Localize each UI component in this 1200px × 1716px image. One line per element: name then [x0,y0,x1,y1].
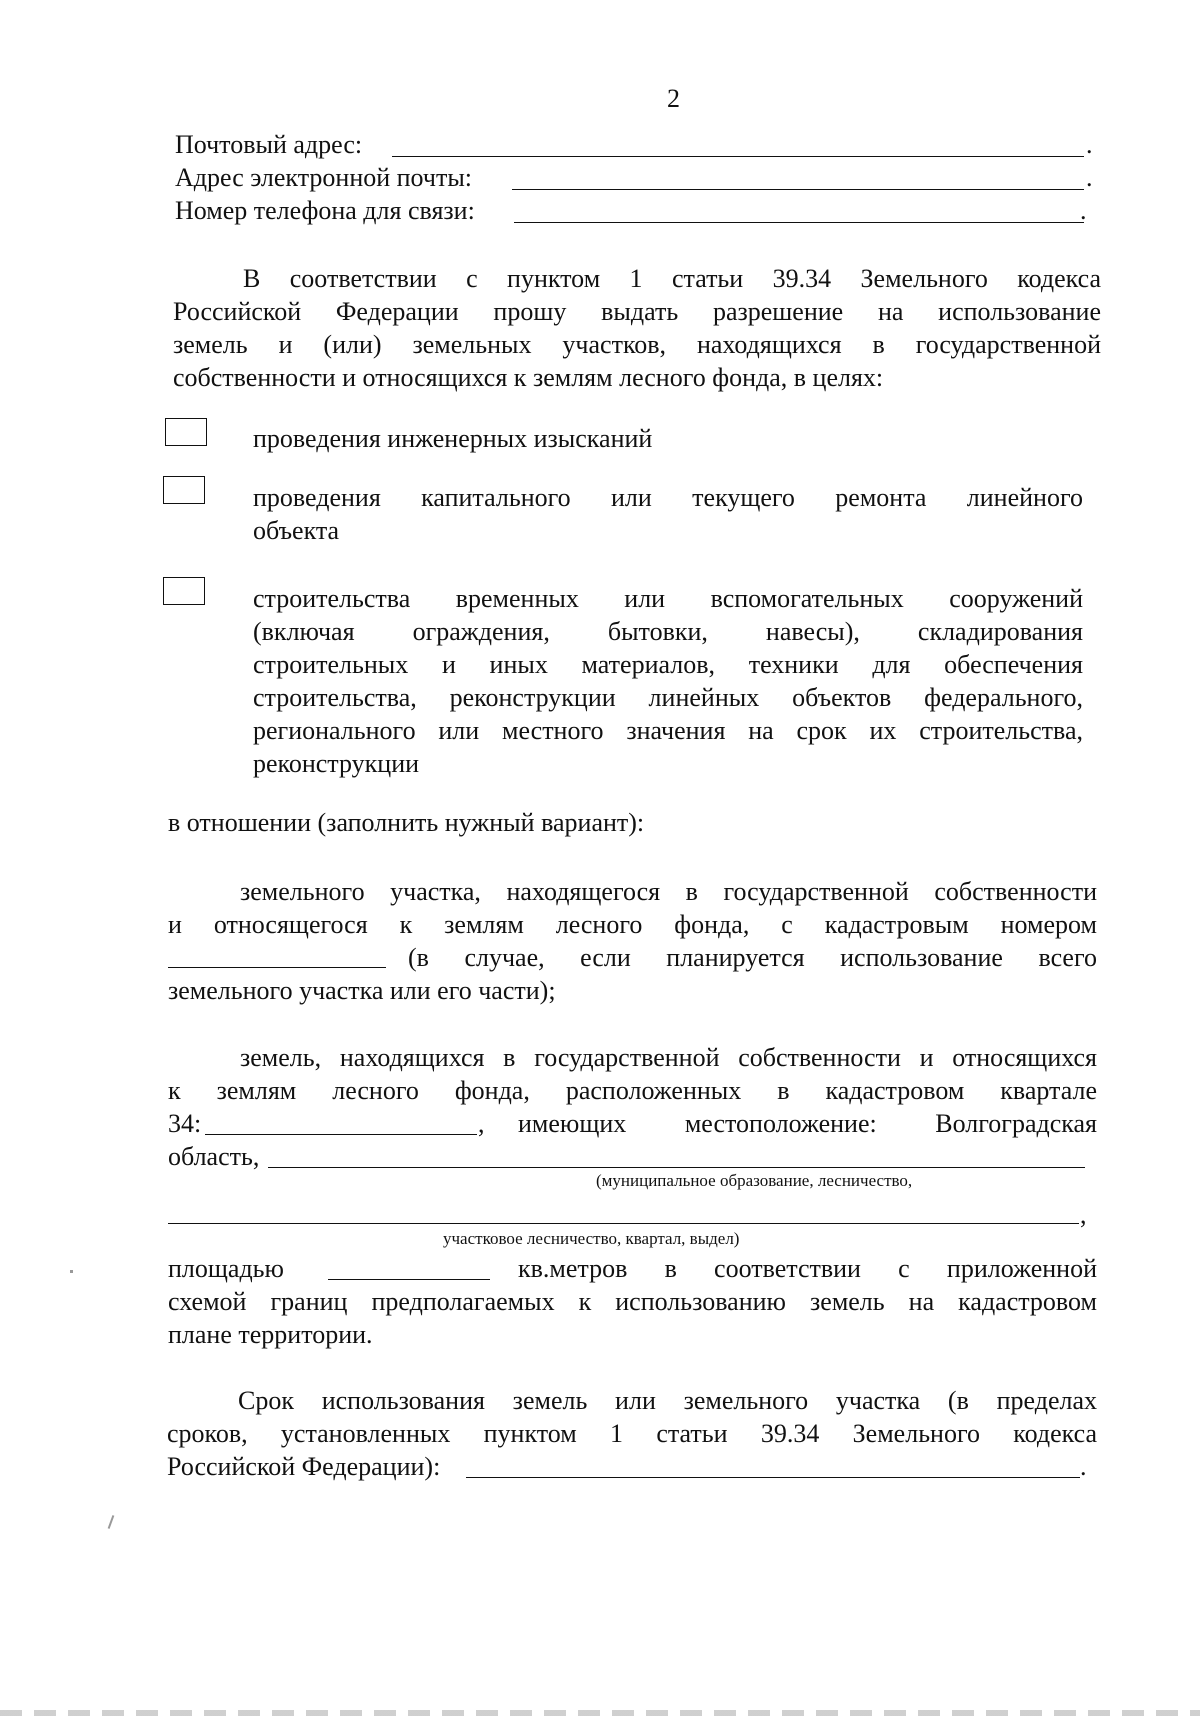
cadastral-quarter-field[interactable] [205,1134,477,1135]
location-hint-2: участковое лесничество, квартал, выдел) [443,1229,740,1248]
term-period: . [1080,1452,1087,1481]
region-prefix: область, [168,1142,260,1171]
option-3-line-2: (включая ограждения, бытовки, навесы), складирования [253,617,1083,646]
email-period: . [1086,163,1093,192]
option-1-text: проведения инженерных изысканий [253,424,653,453]
term-field[interactable] [466,1477,1080,1478]
variant1-line-1: земельного участка, находящегося в государственной собственности [240,877,1097,906]
phone-label: Номер телефона для связи: [175,196,475,225]
option-2-line-1: проведения капитального или текущего ремонта линейного [253,483,1083,512]
option-1-checkbox[interactable] [165,418,207,446]
postal-address-period: . [1086,130,1093,159]
location-field-2[interactable] [168,1223,1079,1224]
option-3-line-1: строительства временных или вспомогательных сооружений [253,584,1083,613]
variant1-line-4: земельного участка или его части); [168,976,556,1005]
email-field[interactable] [512,189,1084,190]
variant2-line-2: к землям лесного фонда, расположенных в кадастровом квартале [168,1076,1097,1105]
variant2-line-1: земель, находящихся в государственной собственности и относящихся [240,1043,1097,1072]
variant2-line-3: имеющих местоположение: Волгоградская [518,1109,1097,1138]
phone-period: . [1080,196,1087,225]
variant1-line-2: и относящегося к землям лесного фонда, с кадастровым номером [168,910,1097,939]
scan-mark-1 [70,1270,73,1273]
option-2-checkbox[interactable] [163,476,205,504]
relation-label: в отношении (заполнить нужный вариант): [168,808,645,837]
option-3-checkbox[interactable] [163,577,205,605]
intro-line-2: Российской Федерации прошу выдать разрешение на использование [173,297,1101,326]
term-line-2: сроков, установленных пунктом 1 статьи 39.34 Земельного кодекса [167,1419,1097,1448]
term-line-1: Срок использования земель или земельного участка (в пределах [238,1386,1097,1415]
postal-address-label: Почтовый адрес: [175,130,363,159]
variant2-line-7: плане территории. [168,1320,373,1349]
intro-line-1: В соответствии с пунктом 1 статьи 39.34 Земельного кодекса [243,264,1101,293]
email-label: Адрес электронной почты: [175,163,473,192]
variant2-line-6: схемой границ предполагаемых к использованию земель на кадастровом [168,1287,1097,1316]
location-field-1[interactable] [268,1167,1085,1168]
option-3-line-6: реконструкции [253,749,420,778]
option-3-line-5: регионального или местного значения на срок их строительства, [253,716,1083,745]
option-2-line-2: объекта [253,516,340,545]
term-line-3: Российской Федерации): [167,1452,441,1481]
variant2-line-5: кв.метров в соответствии с приложенной [518,1254,1097,1283]
quarter-prefix: 34: [168,1109,202,1138]
postal-address-field[interactable] [392,156,1084,157]
variant1-line-3: (в случае, если планируется использование всего [408,943,1097,972]
page-number: 2 [667,84,680,113]
quarter-comma: , [478,1109,485,1138]
intro-line-4: собственности и относящихся к землям лесного фонда, в целях: [173,363,884,392]
cadastral-number-field[interactable] [168,967,386,968]
option-3-line-3: строительных и иных материалов, техники для обеспечения [253,650,1083,679]
location-comma: , [1080,1200,1087,1229]
scan-mark-2 [108,1515,115,1529]
location-hint-1: (муниципальное образование, лесничество, [596,1171,913,1190]
intro-line-3: земель и (или) земельных участков, находящихся в государственной [173,330,1101,359]
phone-field[interactable] [514,222,1084,223]
area-field[interactable] [328,1279,490,1280]
option-3-line-4: строительства, реконструкции линейных объектов федерального, [253,683,1083,712]
area-label: площадью [168,1254,284,1283]
scan-bottom-edge [0,1710,1200,1716]
